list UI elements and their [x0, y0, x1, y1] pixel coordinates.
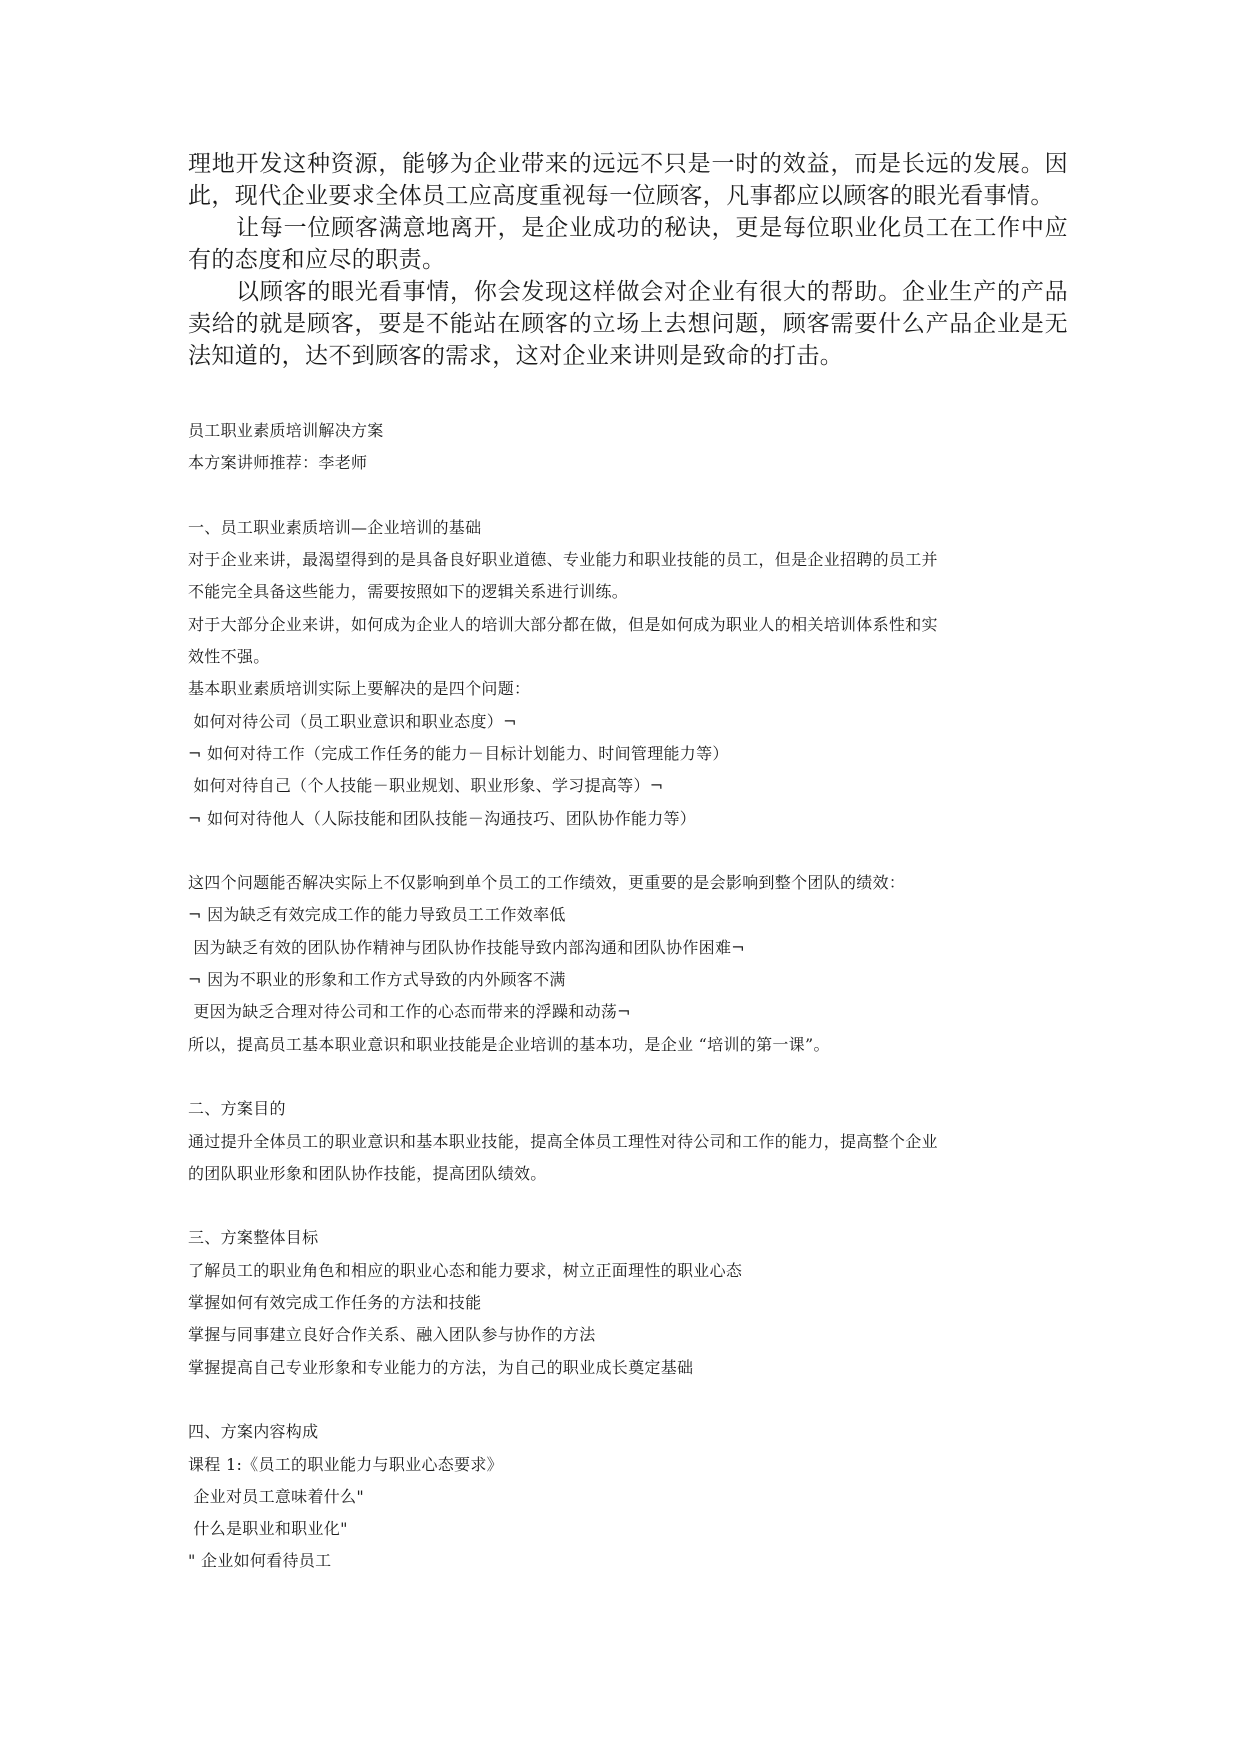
- section-heading: 四、方案内容构成: [188, 1422, 319, 1442]
- list-item: 如何对待公司（员工职业意识和职业态度）¬: [188, 711, 517, 731]
- text-line: 对于大部分企业来讲，如何成为企业人的培训大部分都在做，但是如何成为职业人的相关培训体系性和实: [188, 614, 938, 634]
- text-line: 效性不强。: [188, 647, 270, 667]
- list-item: 掌握如何有效完成工作任务的方法和技能: [188, 1293, 482, 1313]
- list-item: ¬ 如何对待工作（完成工作任务的能力－目标计划能力、时间管理能力等）: [188, 743, 729, 763]
- course-title: 课程 1:《员工的职业能力与职业心态要求》: [188, 1454, 503, 1474]
- list-item: 如何对待自己（个人技能－职业规划、职业形象、学习提高等）¬: [188, 776, 664, 796]
- intro-paragraph: 让每一位顾客满意地离开，是企业成功的秘诀，更是每位职业化员工在工作中应有的态度和应尽的职责。: [188, 215, 1068, 273]
- plan-title: 员工职业素质培训解决方案: [188, 421, 384, 440]
- text-line: 所以，提高员工基本职业意识和职业技能是企业培训的基本功，是企业 “培训的第一课”。: [188, 1034, 830, 1054]
- list-item: ¬ 因为不职业的形象和工作方式导致的内外顾客不满: [188, 970, 566, 990]
- list-item: 因为缺乏有效的团队协作精神与团队协作技能导致内部沟通和团队协作困难¬: [188, 937, 745, 957]
- text-line: 对于企业来讲，最渴望得到的是具备良好职业道德、专业能力和职业技能的员工，但是企业招聘的员工并: [188, 550, 938, 570]
- text-line: 的团队职业形象和团队协作技能，提高团队绩效。: [188, 1163, 547, 1183]
- intro-paragraph: 理地开发这种资源，能够为企业带来的远远不只是一时的效益，而是长远的发展。因此，现代企业要求全体员工应高度重视每一位顾客，凡事都应以顾客的眼光看事情。: [188, 151, 1068, 209]
- text-line: 这四个问题能否解决实际上不仅影响到单个员工的工作绩效，更重要的是会影响到整个团队的绩效：: [188, 873, 906, 893]
- text-line: 不能完全具备这些能力，需要按照如下的逻辑关系进行训练。: [188, 582, 629, 602]
- list-item: 了解员工的职业角色和相应的职业心态和能力要求，树立正面理性的职业心态: [188, 1260, 743, 1280]
- text-line: 基本职业素质培训实际上要解决的是四个问题：: [188, 679, 531, 699]
- list-item: 掌握提高自己专业形象和专业能力的方法，为自己的职业成长奠定基础: [188, 1357, 694, 1377]
- text-line: 通过提升全体员工的职业意识和基本职业技能，提高全体员工理性对待公司和工作的能力，提高整个企业: [188, 1131, 938, 1151]
- section-heading: 一、员工职业素质培训—企业培训的基础: [188, 517, 482, 537]
- section-heading: 二、方案目的: [188, 1099, 286, 1119]
- intro-paragraph: 以顾客的眼光看事情，你会发现这样做会对企业有很大的帮助。企业生产的产品卖给的就是顾客，要是不能站在顾客的立场上去想问题，顾客需要什么产品企业是无法知道的，达不到顾客的需求，这对企业来讲则是致命的打击。: [188, 279, 1068, 369]
- list-item: 掌握与同事建立良好合作关系、融入团队参与协作的方法: [188, 1325, 596, 1345]
- list-item: 企业对员工意味着什么": [188, 1486, 365, 1506]
- list-item: ¬ 如何对待他人（人际技能和团队技能－沟通技巧、团队协作能力等）: [188, 808, 697, 828]
- list-item: 更因为缺乏合理对待公司和工作的心态而带来的浮躁和动荡¬: [188, 1002, 631, 1022]
- list-item: " 企业如何看待员工: [188, 1551, 332, 1571]
- lecturer-line: 本方案讲师推荐：李老师: [188, 453, 368, 473]
- intro-paragraphs: [188, 148, 1068, 372]
- training-plan-body: [188, 415, 1068, 1578]
- list-item: ¬ 因为缺乏有效完成工作的能力导致员工工作效率低: [188, 905, 566, 925]
- section-heading: 三、方案整体目标: [188, 1228, 319, 1248]
- list-item: 什么是职业和职业化": [188, 1519, 348, 1539]
